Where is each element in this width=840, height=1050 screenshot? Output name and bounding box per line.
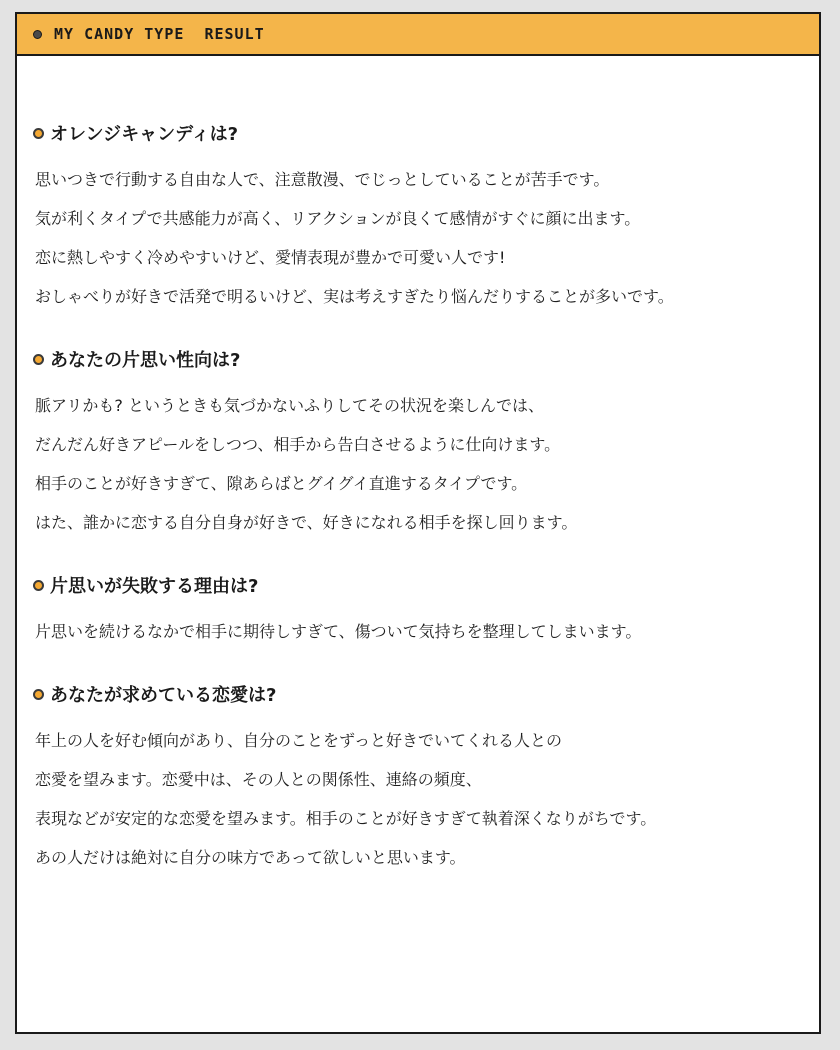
- body-line: 脈アリかも? というときも気づかないふりしてその状況を楽しんでは、: [35, 396, 544, 415]
- bullet-dot-icon: [33, 580, 44, 591]
- section-crush-tendency: [35, 344, 815, 542]
- title-bar: [17, 14, 819, 56]
- section-heading: [33, 344, 815, 374]
- body-line: 年上の人を好む傾向があり、自分のことをずっと好きでいてくれる人との: [35, 731, 563, 750]
- section-heading: [33, 118, 815, 148]
- dot-icon: [33, 30, 42, 39]
- bullet-dot-icon: [33, 128, 44, 139]
- bullet-dot-icon: [33, 689, 44, 700]
- window-title: MY CANDY TYPE RESULT: [54, 25, 265, 43]
- body-line: 表現などが安定的な恋愛を望みます。相手のことが好きすぎて執着深くなりがちです。: [35, 809, 657, 828]
- body-line: あの人だけは絶対に自分の味方であって欲しいと思います。: [35, 848, 466, 867]
- body-line: 相手のことが好きすぎて、隙あらばとグイグイ直進するタイプです。: [35, 474, 528, 493]
- section-failure-reason: [35, 570, 815, 651]
- section-heading-text: オレンジキャンディは?: [50, 124, 239, 145]
- result-window: [15, 12, 821, 1034]
- body-line: だんだん好きアピールをしつつ、相手から告白させるように仕向けます。: [35, 435, 561, 454]
- section-heading-text: あなたが求めている恋愛は?: [50, 685, 277, 706]
- body-line: 気が利くタイプで共感能力が高く、リアクションが良くて感情がすぐに顔に出ます。: [35, 209, 641, 228]
- bullet-dot-icon: [33, 354, 44, 365]
- body-line: 恋に熱しやすく冷めやすいけど、愛情表現が豊かで可愛い人です!: [35, 248, 506, 267]
- body-line: はた、誰かに恋する自分自身が好きで、好きになれる相手を探し回ります。: [35, 513, 578, 532]
- section-desired-love: [35, 679, 815, 877]
- body-line: 恋愛を望みます。恋愛中は、その人との関係性、連絡の頻度、: [35, 770, 482, 789]
- body-line: 片思いを続けるなかで相手に期待しすぎて、傷ついて気持ちを整理してしまいます。: [35, 622, 642, 641]
- body-line: 思いつきで行動する自由な人で、注意散漫、でじっとしていることが苦手です。: [35, 170, 610, 189]
- body-line: おしゃべりが好きで活発で明るいけど、実は考えすぎたり悩んだりすることが多いです。: [35, 287, 674, 306]
- section-heading-text: 片思いが失敗する理由は?: [50, 576, 259, 597]
- section-candy-type: [35, 118, 815, 316]
- section-heading: [33, 570, 815, 600]
- section-heading: [33, 679, 815, 709]
- section-heading-text: あなたの片思い性向は?: [50, 350, 241, 371]
- result-content: [35, 118, 815, 877]
